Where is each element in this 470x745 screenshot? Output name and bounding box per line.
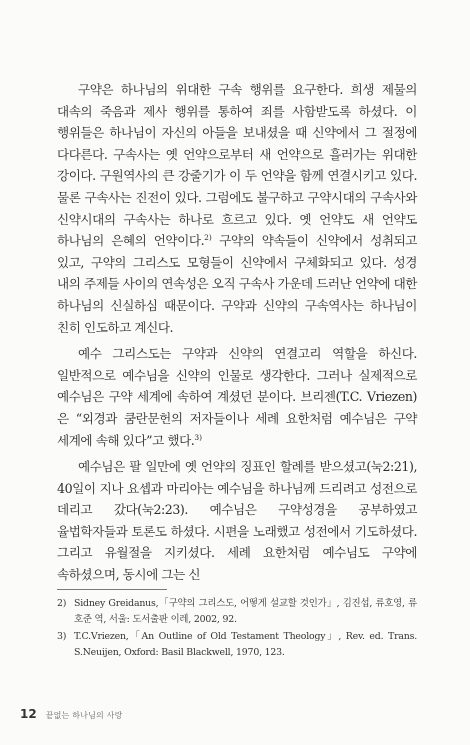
footnote-ref-3: 3) xyxy=(194,432,203,442)
paragraph-1-text: 구약은 하나님의 위대한 구속 행위를 요구한다. 희생 제물의 대속의 죽음과 제사 행위를 통하여 죄를 사함받도록 하셨다. 이 행위들은 하나님이 자신의 아들을 보내셨을 때 신약에서 그 절정에 다다른다. 구속사는 옛 언약으로부터 새 언약으로 흘러가는 위대한 강이다. 구원역사의 큰 강줄기가 이 두 언약을 함께 연결시키고 있다. 물론 구속사는 진전이 있다. 그럼에도 불구하고 구약시대의 구속사와 신약시대의 구속사는 하나로 흐르고 있다. 옛 언약도 새 언약도 하나님의 은혜의 언약이다. xyxy=(57,82,417,249)
footnote-3 xyxy=(57,629,417,660)
page-number: 12 xyxy=(20,707,37,721)
paragraph-3-text: 예수님은 팔 일만에 옛 언약의 징표인 할례를 받으셨고(눅2:21), 40일이 지나 요셉과 마리아는 예수님을 하나님께 드리려고 성전으로 데리고 갔다(눅2:23). 예수님은 구약성경을 공부하였고 율법학자들과 토론도 하셨다. 시편을 노래했고 성전에서 기도하셨다. 그리고 유월절을 지키셨다. 세례 요한처럼 예수님도 구약에 속하셨으며, 동시에 그는 신 xyxy=(57,459,417,583)
footnote-2 xyxy=(57,596,417,627)
running-title: 끝없는 하나님의 사랑 xyxy=(45,711,123,720)
paragraph-2-text: 예수 그리스도는 구약과 신약의 연결고리 역할을 하신다. 일반적으로 예수님을 신약의 인물로 생각한다. 그러나 실제적으로 예수님은 구약 세계에 속하여 계셨던 분이다. 브리젠(T.C. Vriezen)은 “외경과 쿰란문헌의 저자들이나 세례 요한처럼 예수님은 구약 세계에 속해 있다”고 했다. xyxy=(57,346,417,448)
paragraph-2 xyxy=(57,343,417,451)
footnote-text: Sidney Greidanus,「구약의 그리스도, 어떻게 설교할 것인가」, 김진섭, 류호영, 류호준 역, 서울: 도서출판 이레, 2002, 92. xyxy=(74,598,417,625)
footnote-number: 2) xyxy=(57,598,67,609)
paragraph-3 xyxy=(57,456,417,586)
body-text xyxy=(57,79,417,586)
footnote-number: 3) xyxy=(57,631,67,642)
footnotes xyxy=(57,596,417,660)
paragraph-1-text-cont: 구약의 약속들이 신약에서 성취되고 있고, 구약의 그리스도 모형들이 신약에서 구체화되고 있다. 성경 내의 주제들 사이의 연속성은 오직 구속사 가운데 드러난 언약에 대한 하나님의 신실하심 때문이다. 구약과 신약의 구속역사는 하나님이 친히 인도하고 계신다. xyxy=(57,233,418,335)
paragraph-1 xyxy=(57,79,417,338)
footnote-text: T.C.Vriezen,「An Outline of Old Testament Theology」, Rev. ed. Trans. S.Neuijen, Oxford: Basil Blackwell, 1970, 123. xyxy=(74,631,417,658)
footnote-divider xyxy=(57,589,167,590)
footnote-ref-2: 2) xyxy=(204,232,212,242)
page-footer xyxy=(20,707,123,721)
